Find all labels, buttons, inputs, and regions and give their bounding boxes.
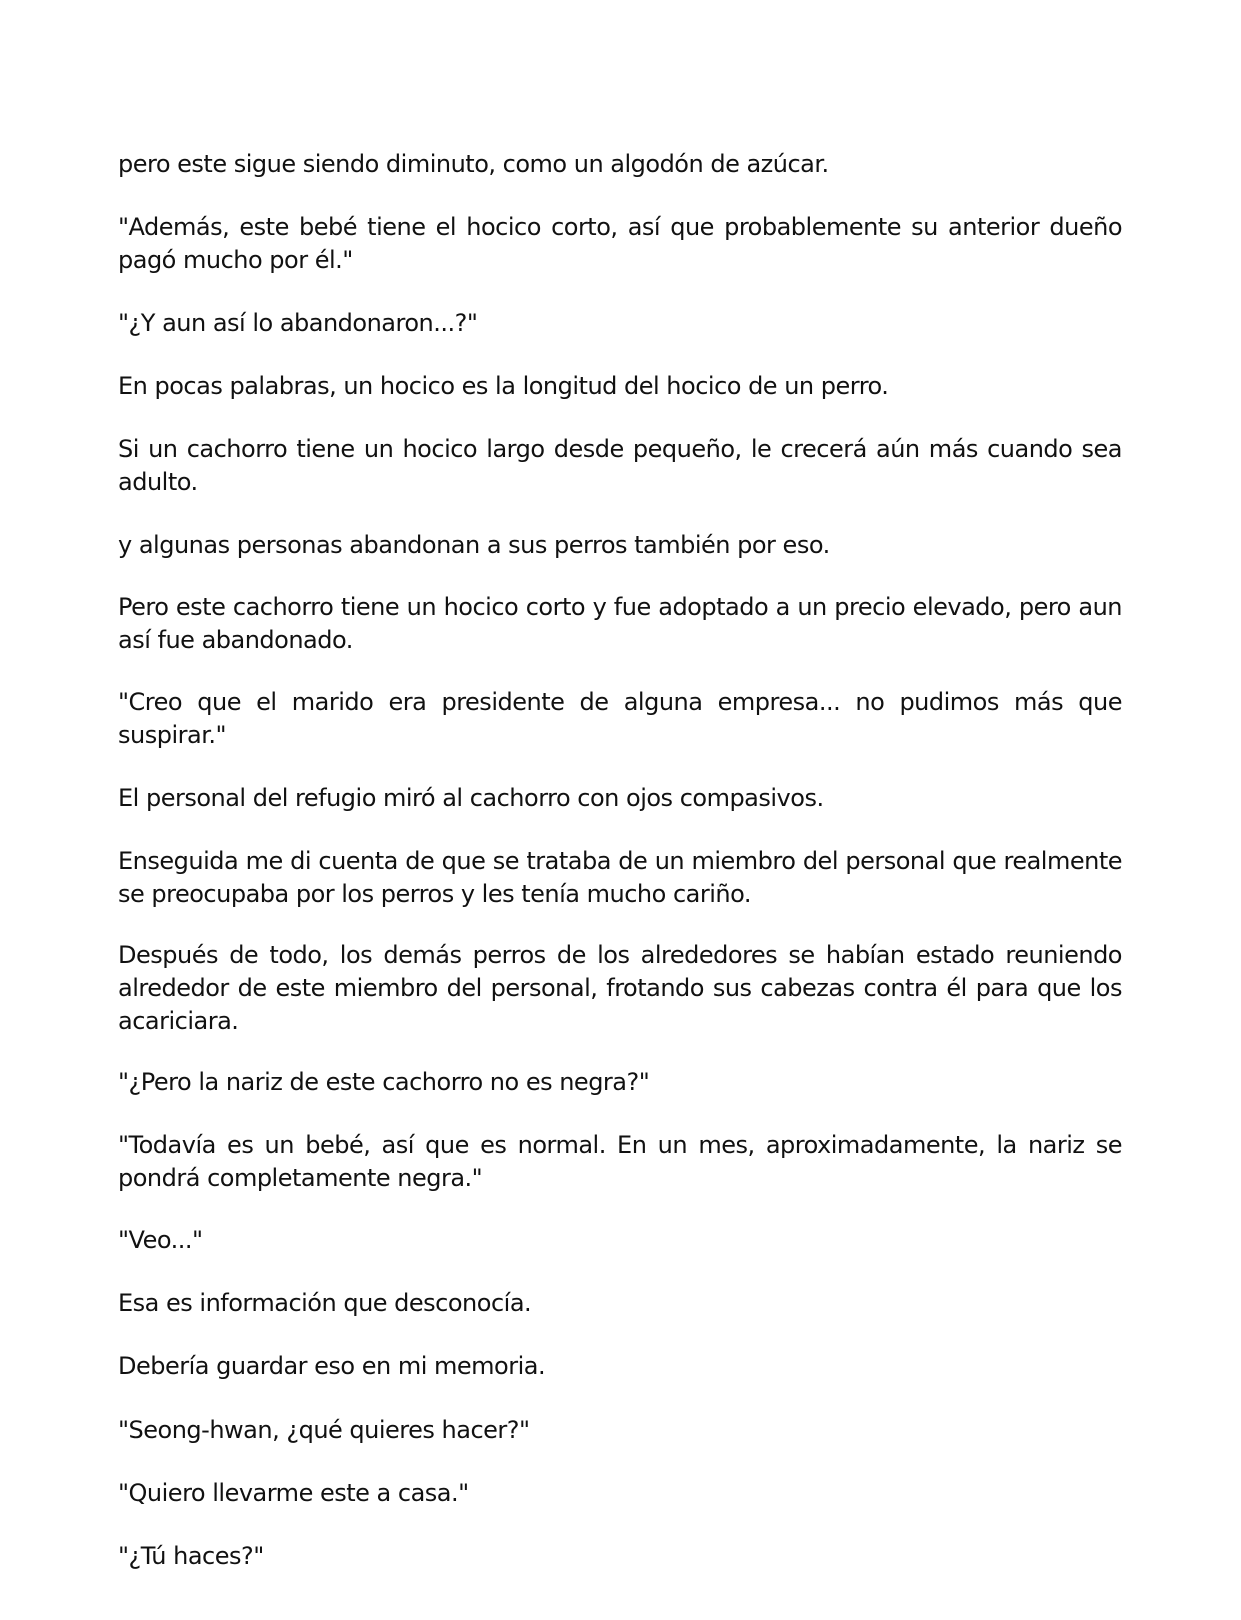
paragraph-1: pero este sigue siendo diminuto, como un algodón de azúcar. [118, 150, 829, 178]
paragraph-14: "Veo..." [118, 1226, 203, 1254]
paragraph-19: "¿Tú haces?" [118, 1542, 264, 1570]
paragraph-15: Esa es información que desconocía. [118, 1289, 532, 1317]
paragraph-3: "¿Y aun así lo abandonaron...?" [118, 309, 478, 337]
paragraph-5: Si un cachorro tiene un hocico largo desde pequeño, le crecerá aún más cuando sea adulto. [118, 435, 1122, 496]
paragraph-7: Pero este cachorro tiene un hocico corto y fue adoptado a un precio elevado, pero aun así fue abandonado. [118, 593, 1122, 654]
paragraph-8: "Creo que el marido era presidente de alguna empresa... no pudimos más que suspirar." [118, 688, 1122, 749]
paragraph-11: Después de todo, los demás perros de los alrededores se habían estado reuniendo alrededor de este miembro del personal, frotando sus cabezas contra él para que los acariciara. [118, 941, 1122, 1035]
paragraph-12: "¿Pero la nariz de este cachorro no es negra?" [118, 1068, 650, 1096]
paragraph-16: Debería guardar eso en mi memoria. [118, 1352, 546, 1380]
paragraph-2: "Además, este bebé tiene el hocico corto, así que probablemente su anterior dueño pagó mucho por él." [118, 213, 1122, 274]
paragraph-10: Enseguida me di cuenta de que se trataba de un miembro del personal que realmente se preocupaba por los perros y les tenía mucho cariño. [118, 847, 1122, 908]
paragraph-18: "Quiero llevarme este a casa." [118, 1479, 469, 1507]
paragraph-4: En pocas palabras, un hocico es la longitud del hocico de un perro. [118, 372, 889, 400]
paragraph-9: El personal del refugio miró al cachorro con ojos compasivos. [118, 784, 824, 812]
paragraph-6: y algunas personas abandonan a sus perros también por eso. [118, 531, 830, 559]
paragraph-13: "Todavía es un bebé, así que es normal. En un mes, aproximadamente, la nariz se pondrá completamente negra." [118, 1131, 1122, 1192]
paragraph-17: "Seong-hwan, ¿qué quieres hacer?" [118, 1416, 530, 1444]
